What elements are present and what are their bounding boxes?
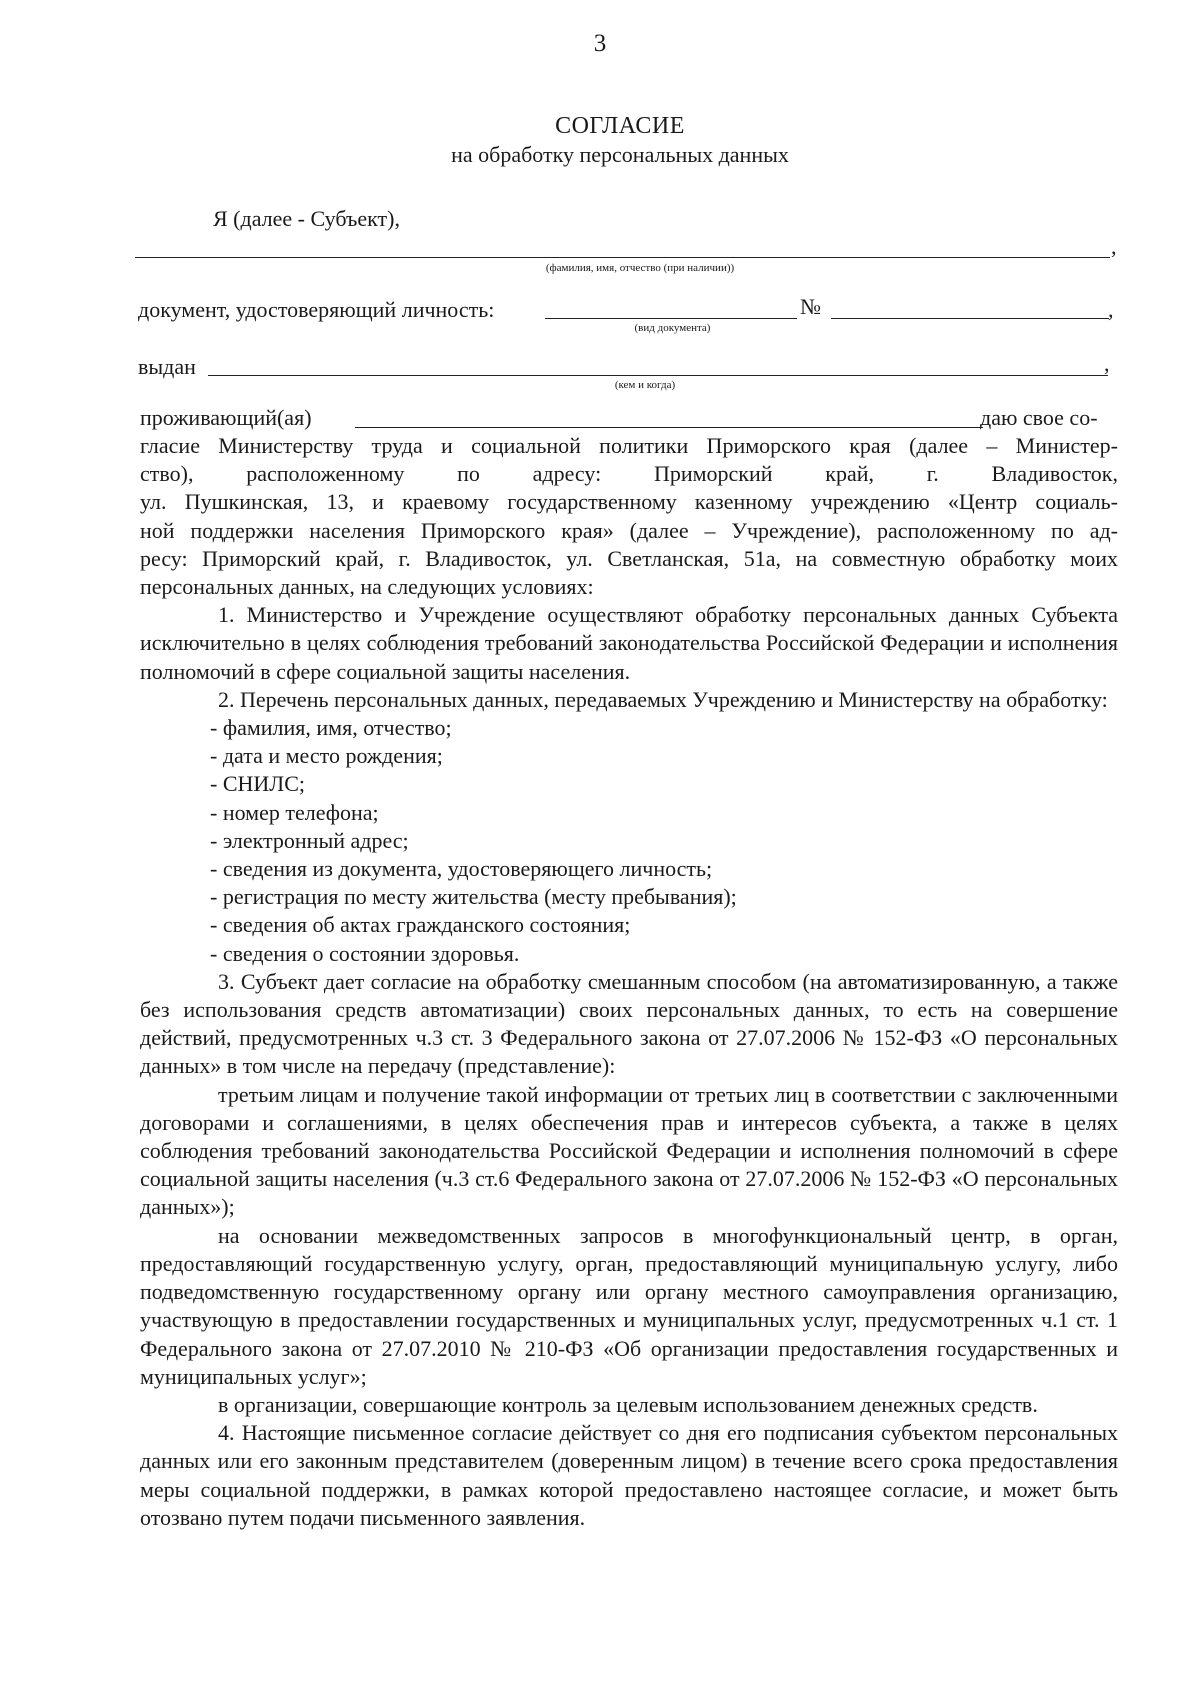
clause-1: 1. Министерство и Учреждение осуществляют обработку персональных данных Субъекта исключительно в целях соблюдения требований законодательства Российской Федерации и исполнения полномочий в сфере социальной защиты населения. — [140, 602, 1118, 684]
issued-field-line[interactable] — [208, 375, 1108, 376]
clause-3-third-parties: третьим лицам и получение такой информации от третьих лиц в соответствии с заключенными договорами и соглашениями, в целях обеспечения прав и интересов субъекта, а также в целях соблюдения требований законодательства Российской Федерации и исполнения полномочий в сфере социальной защиты населения (ч.3 ст.6 Федерального закона от 27.07.2006 № 152-ФЗ «О персональных данных»); — [140, 1081, 1118, 1220]
consent-line-3: ул. Пушкинская, 13, и краевому государственному казенному учреждению «Центр социаль- — [140, 489, 1118, 515]
fio-comma: , — [1111, 234, 1117, 259]
residing-field-line[interactable] — [355, 427, 983, 428]
clause-2: 2. Перечень персональных данных, передаваемых Учреждению и Министерству на обработку: — [218, 686, 1108, 712]
consent-line-5: ресу: Приморский край, г. Владивосток, ул. Светланская, 51а, на совместную обработку моих — [140, 545, 1118, 571]
residing-label: проживающий(ая) — [140, 405, 312, 430]
fio-field-line[interactable] — [135, 257, 1110, 258]
issued-caption: (кем и когда) — [614, 379, 676, 391]
fio-caption: (фамилия, имя, отчество (при наличии)) — [545, 262, 735, 274]
consent-line-1: гласие Министерству труда и социальной политики Приморского края (далее – Министер- — [140, 433, 1118, 458]
list-item: - сведения о состоянии здоровья. — [210, 940, 520, 966]
doc-number-label: № — [800, 294, 821, 319]
doc-label: документ, удостоверяющий личность: — [138, 297, 495, 322]
consent-body — [140, 432, 1118, 1532]
document-subtitle: на обработку персональных данных — [451, 142, 789, 167]
subject-intro: Я (далее - Субъект), — [213, 206, 400, 231]
list-item: - сведения из документа, удостоверяющего личность; — [210, 856, 713, 882]
consent-line-4: ной поддержки населения Приморского края» (далее – Учреждение), расположенному по ад- — [140, 517, 1118, 543]
issued-label: выдан — [138, 354, 196, 379]
clause-3: 3. Субъект дает согласие на обработку смешанным способом (на автоматизированную, а также без использования средств автоматизации) своих персональных данных, то есть на совершение действий, предусмотренных ч.3 ст. 3 Федерального закона от 27.07.2006 № 152-ФЗ «О персональных данных» в том числе на передачу (представление): — [140, 968, 1118, 1079]
consent-line-2: ство), расположенному по адресу: Приморский край, г. Владивосток, — [140, 461, 1118, 487]
consent-start: даю свое со- — [980, 405, 1098, 430]
clause-4: 4. Настоящие письменное согласие действует со дня его подписания субъектом персональных данных или его законным представителем (доверенным лицом) в течение всего срока предоставления меры социальной поддержки, в рамках которой предоставлено настоящее согласие, и может быть отозвано путем подачи письменного заявления. — [140, 1420, 1118, 1530]
list-item: - электронный адрес; — [210, 827, 409, 853]
clause-3-control: в организации, совершающие контроль за целевым использованием денежных средств. — [218, 1391, 1038, 1417]
doc-type-caption: (вид документа) — [634, 322, 711, 334]
page-number: 3 — [593, 30, 607, 57]
doc-type-field-line[interactable] — [545, 318, 797, 319]
document-title: СОГЛАСИЕ — [555, 113, 685, 139]
list-item: - дата и место рождения; — [210, 743, 443, 769]
list-item: - номер телефона; — [210, 799, 379, 825]
list-item: - сведения об актах гражданского состояния; — [210, 912, 631, 938]
clause-3-interagency: на основании межведомственных запросов в многофункциональный центр, в орган, предоставляющий государственную услугу, орган, предоставляющий муниципальную услугу, либо подведомственную государственному органу или органу местного самоуправления организацию, участвующую в предоставлении государственных и муниципальных услуг, предусмотренных ч.1 ст. 1 Федерального закона от 27.07.2010 № 210-ФЗ «Об организации предоставления государственных и муниципальных услуг»; — [140, 1222, 1118, 1389]
list-item: - фамилия, имя, отчество; — [210, 715, 452, 741]
doc-number-field-line[interactable] — [831, 318, 1109, 319]
list-item: - регистрация по месту жительства (месту пребывания); — [210, 884, 737, 910]
doc-comma: , — [1108, 297, 1114, 322]
list-item: - СНИЛС; — [210, 771, 305, 797]
consent-line-6: персональных данных, на следующих условиях: — [140, 574, 594, 600]
issued-comma: , — [1104, 351, 1110, 376]
